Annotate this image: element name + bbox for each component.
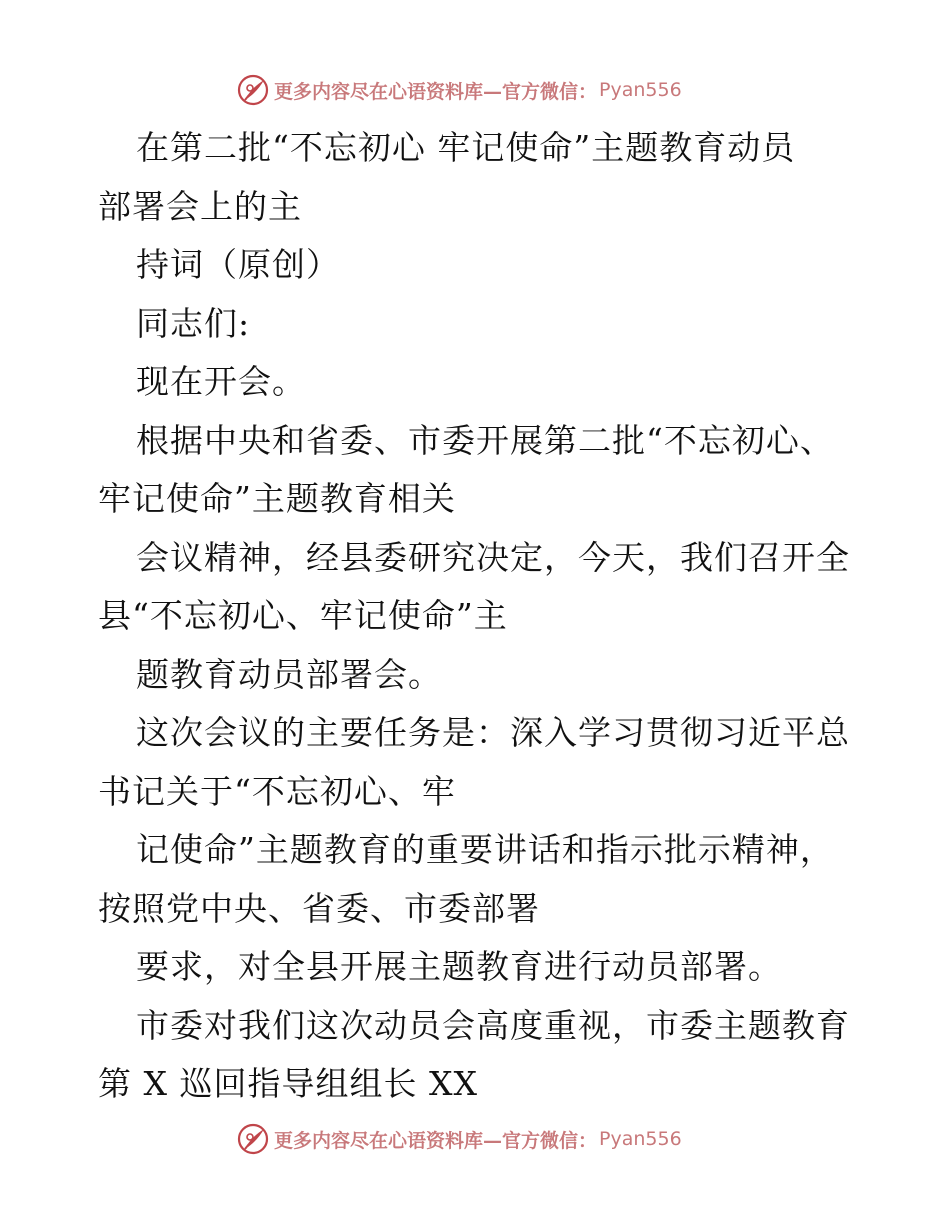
footer-banner: [236, 1122, 682, 1156]
document-line: 部署会上的主: [98, 186, 302, 226]
document-line: 要求，对全县开展主题教育进行动员部署。: [136, 947, 782, 986]
footer-banner-text: 更多内容尽在心语资料库—官方微信：: [274, 1129, 598, 1152]
document-body: [98, 119, 858, 1114]
quill-logo-icon: [236, 73, 270, 107]
document-line: 书记关于“不忘初心、牢: [98, 771, 456, 811]
document-line: 会议精神，经县委研究决定，今天，我们召开全: [136, 537, 850, 577]
document-line: 县“不忘初心、牢记使命”主: [98, 596, 508, 635]
footer-banner-wechat-id: Pyan556: [599, 1128, 682, 1150]
document-line: 这次会议的主要任务是：深入学习贯彻习近平总: [136, 713, 850, 752]
document-line: 牢记使命”主题教育相关: [98, 479, 456, 518]
document-line: 市委对我们这次动员会高度重视，市委主题教育: [136, 1005, 850, 1045]
document-line: 现在开会。: [136, 362, 306, 401]
document-line: 题教育动员部署会。: [136, 654, 442, 694]
document-line: 按照党中央、省委、市委部署: [98, 888, 540, 928]
document-line: 记使命”主题教育的重要讲话和指示批示精神，: [136, 830, 834, 869]
document-line: 同志们:: [136, 303, 251, 343]
document-line: 根据中央和省委、市委开展第二批“不忘初心、: [136, 420, 834, 460]
document-line: 第 X 巡回指导组组长 XX: [98, 1064, 478, 1103]
document-line: 在第二批“不忘初心 牢记使命”主题教育动员: [136, 128, 796, 167]
header-banner-text: 更多内容尽在心语资料库—官方微信：: [274, 80, 598, 103]
header-banner-wechat-id: Pyan556: [599, 79, 682, 101]
quill-logo-icon: [236, 1122, 270, 1156]
header-banner: [236, 73, 682, 107]
document-line: 持词（原创）: [136, 245, 340, 284]
